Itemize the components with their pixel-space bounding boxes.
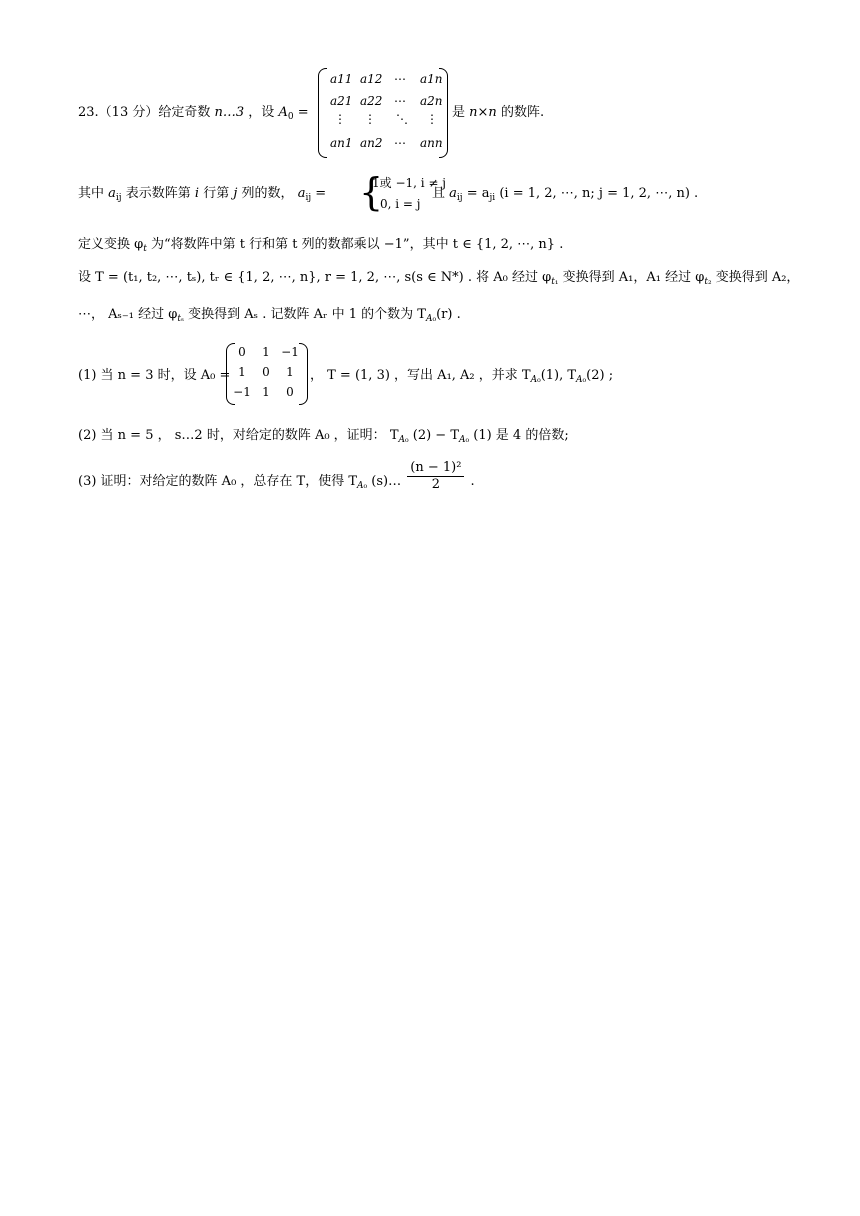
text: (2) − T: [412, 428, 459, 443]
matrix-right-paren: [299, 343, 308, 405]
text: (2) 当 n = 5 ， s…2 时，对给定的数阵 A₀ ，证明： T: [78, 428, 399, 443]
matrix-cell: 1: [262, 345, 270, 359]
text: 行第: [203, 186, 230, 201]
definition-line: 其中 $a_{ij}$ 表示数阵第 i 行第 j 列的数， $a_{ij}$ =: [78, 186, 327, 203]
matrix-cell: a1n: [420, 72, 443, 86]
matrix-cell: 1: [238, 365, 246, 379]
array-word: 的数阵.: [500, 105, 545, 120]
text: 为“将数阵中第 t 行和第 t 列的数都乘以 −1”，其中 t ∈ {1, 2, ⋯, n} .: [151, 237, 564, 252]
transform-definition: 定义变换 $\varphi_t$ 为“将数阵中第 t 行和第 t 列的数都乘以 −1”，其中 t ∈ {1, 2, ⋯, n} .: [78, 237, 564, 254]
text: 设 T = (t₁, t₂, ⋯, tₛ), tᵣ ∈ {1, 2, ⋯, n}, r = 1, 2, ⋯, s(s ∈ N*) . 将 A₀ 经过 φ: [78, 270, 552, 285]
a0-symbol: A: [278, 105, 288, 120]
text: 变换得到 A₁，A₁ 经过 φ: [562, 270, 705, 285]
matrix-cell: 0: [262, 365, 270, 379]
matrix-cell: −1: [233, 385, 251, 399]
problem-number: 23.（13 分）给定奇数: [78, 105, 211, 120]
matrix-cell: −1: [281, 345, 299, 359]
text: 其中: [78, 186, 105, 201]
text: (3) 证明：对给定的数阵 A₀ ，总存在 T，使得 T: [78, 474, 358, 489]
text: 表示数阵第: [125, 186, 191, 201]
part-3: (3) 证明：对给定的数阵 A₀ ，总存在 T，使得 $T_{A_0}$ (s)… $\frac{\text{(n − 1)²}}{2}$ .: [78, 460, 475, 492]
part-2: (2) 当 n = 5 ， s…2 时，对给定的数阵 A₀ ，证明： $T_{A_0}$ $(2) - T_{A_0}$ (1) 是 4 的倍数;: [78, 428, 569, 445]
text: = a: [466, 186, 490, 201]
matrix-description: [452, 103, 544, 123]
matrix-cell: 1: [262, 385, 270, 399]
matrix-cell: 0: [286, 385, 294, 399]
fraction-numerator: (n − 1)²: [407, 460, 464, 477]
matrix-cell: ⋮: [426, 112, 438, 126]
text: 列的数，: [241, 186, 294, 201]
matrix-cell: 0: [238, 345, 246, 359]
text: (1) 当 n = 3 时，设 A₀ =: [78, 368, 231, 383]
matrix-cell: an1: [330, 136, 353, 150]
matrix-cell: ⋮: [364, 112, 376, 126]
matrix-cell: 1: [286, 365, 294, 379]
text: (s)…: [371, 474, 402, 489]
n-by-n: n×n: [469, 105, 497, 120]
matrix-cell: ⋱: [396, 112, 408, 126]
n-condition: n…3: [214, 105, 245, 120]
part-1-task: ， T = (1, 3) ，写出 A₁, A₂ ，并求 $T_{A_0}(1)$, $T_{A_0}(2)$ ;: [310, 368, 614, 385]
text: .: [470, 474, 475, 489]
index-range: (i = 1, 2, ⋯, n; j = 1, 2, ⋯, n) .: [499, 186, 699, 201]
piecewise-brace: {: [359, 170, 384, 214]
matrix-cell: ⋯: [394, 94, 406, 108]
fraction-denominator: 2: [431, 477, 440, 492]
is-text: 是: [452, 105, 466, 120]
problem-header: 23.（13 分）给定奇数 n…3 ，设 $A_0$ =: [78, 105, 309, 122]
matrix-cell: ann: [420, 136, 443, 150]
text: 定义变换 φ: [78, 237, 144, 252]
matrix-cell: a22: [360, 94, 383, 108]
matrix-cell: ⋯: [394, 136, 406, 150]
text: 变换得到 A₂，: [715, 270, 800, 285]
i-symbol: i: [194, 186, 200, 201]
text: ， T = (1, 3) ，写出 A₁, A₂ ，并求 T: [310, 368, 531, 383]
text: ⋯， Aₛ₋₁ 经过 φ: [78, 307, 178, 322]
matrix-cell: a11: [330, 72, 353, 86]
matrix-cell: ⋯: [394, 72, 406, 86]
symmetry-condition: 且 $a_{ij} = a_{ji}$ (i = 1, 2, ⋯, n; j = 1, 2, ⋯, n) .: [432, 186, 699, 203]
text: (1), T: [540, 368, 577, 383]
j-symbol: j: [233, 186, 238, 201]
text: (r) .: [436, 307, 461, 322]
general-matrix: [318, 68, 448, 158]
matrix-cell: a12: [360, 72, 383, 86]
aij-symbol: a: [449, 186, 457, 201]
case-1: 1或 −1, i ≠ j: [372, 176, 447, 190]
matrix-cell: ⋮: [334, 112, 346, 126]
fraction: [407, 460, 464, 493]
part-1-intro: [78, 366, 230, 386]
matrix-cell: an2: [360, 136, 383, 150]
matrix-cell: a2n: [420, 94, 443, 108]
numeric-matrix: [226, 343, 308, 405]
case-2: 0, i = j: [380, 197, 421, 211]
text: 变换得到 Aₛ . 记数阵 Aᵣ 中 1 的个数为 T: [188, 307, 426, 322]
matrix-left-paren: [318, 68, 327, 158]
sequence-definition: 设 T = (t₁, t₂, ⋯, tₛ), tᵣ ∈ {1, 2, ⋯, n}, r = 1, 2, ⋯, s(s ∈ N*) . 将 A₀ 经过 $\varphi_{t_1}$ 变换得到 A₁，A₁ 经过 $\varphi_{t_2}$ 变换得到 A₂，: [78, 270, 800, 287]
text: 且: [432, 186, 446, 201]
text: (1) 是 4 的倍数;: [473, 428, 569, 443]
matrix-cell: a21: [330, 94, 353, 108]
count-definition: ⋯， Aₛ₋₁ 经过 $\varphi_{t_s}$ 变换得到 Aₛ . 记数阵 Aᵣ 中 1 的个数为 $T_{A_0}(r)$ .: [78, 307, 461, 324]
set-text: ，设: [248, 105, 275, 120]
aij-symbol: a: [108, 186, 116, 201]
text: (2) ;: [586, 368, 614, 383]
